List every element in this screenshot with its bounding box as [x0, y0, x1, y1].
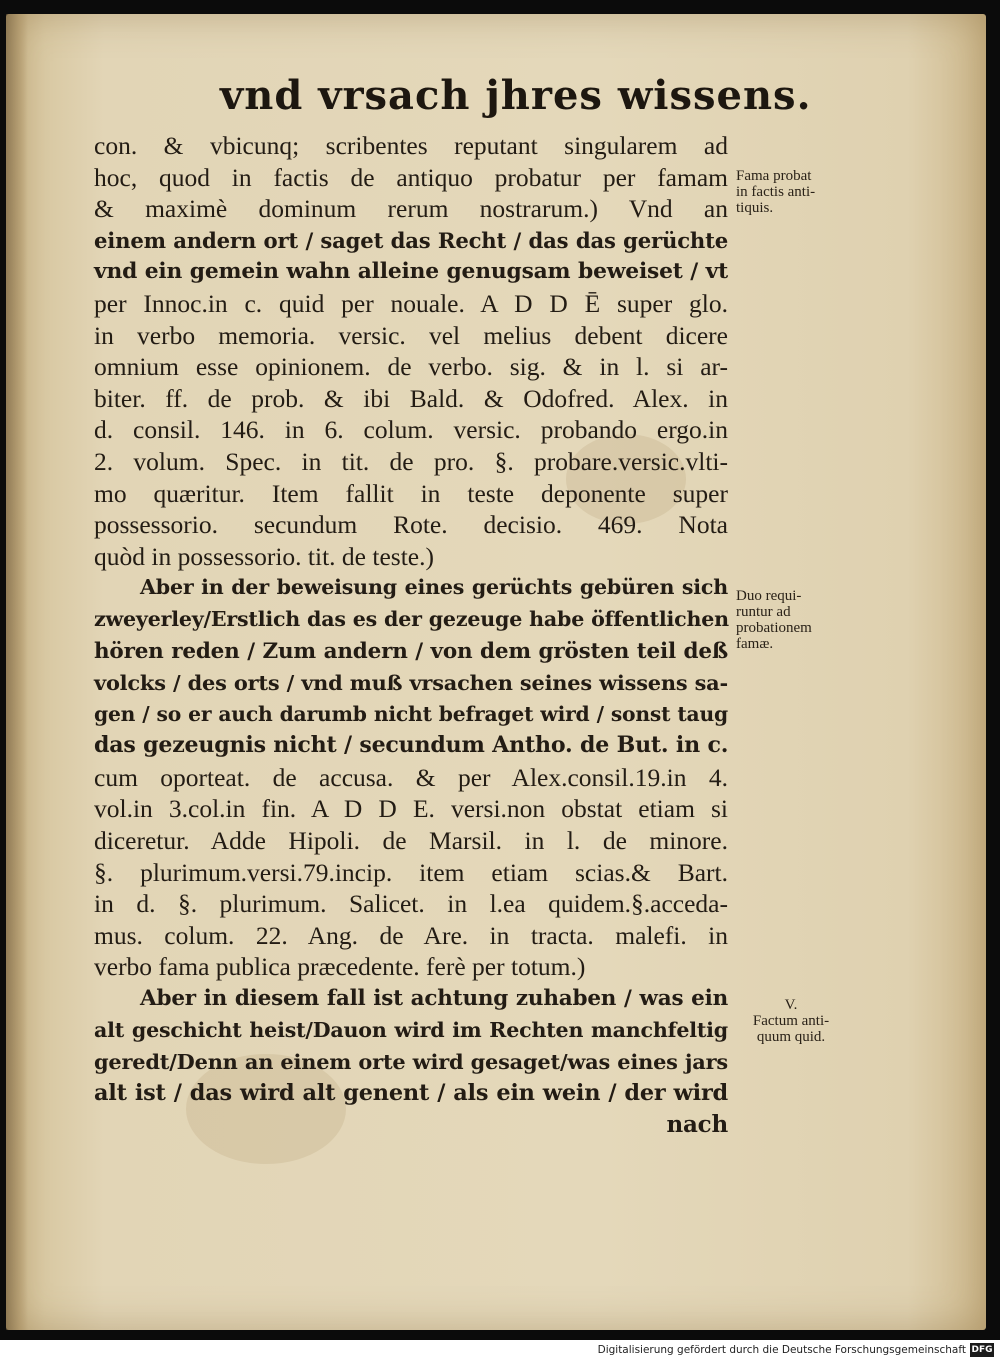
text-line: alt geschicht heist/Dauon wird im Rechten manchfeltig [94, 1017, 728, 1042]
margin-note-factum-antiquum [736, 997, 846, 1045]
text-line: mo quæritur. Item fallit in teste deponente super [94, 478, 728, 508]
text-line: d. consil. 146. in 6. colum. versic. probando ergo.in [94, 415, 728, 445]
margin-note-line: Factum anti- [752, 1013, 830, 1029]
margin-note-line: famæ. [736, 636, 774, 652]
funding-credit: Digitalisierung gefördert durch die Deutsche Forschungsgemeinschaft [597, 1344, 966, 1356]
text-line: con. & vbicunq; scribentes reputant singularem ad [94, 131, 728, 160]
text-line: & maximè dominum rerum nostrarum.) Vnd an [94, 194, 728, 224]
dfg-logo: DFG [971, 1345, 993, 1355]
margin-note-line: runtur ad [736, 604, 791, 620]
text-line: cum oporteat. de accusa. & per Alex.consil.19.in 4. [94, 762, 728, 792]
digitization-footer [0, 1340, 1000, 1361]
margin-note-line: quum quid. [756, 1029, 826, 1045]
text-line: diceretur. Adde Hipoli. de Marsil. in l. de minore. [94, 826, 728, 856]
text-line: §. plurimum.versi.79.incip. item etiam scias.& Bart. [94, 857, 728, 887]
text-line: in verbo memoria. versic. vel melius debent dicere [94, 320, 728, 350]
text-line: possessorio. secundum Rote. decisio. 469. Nota [94, 510, 728, 540]
text-line: vnd ein gemein wahn alleine genugsam beweiset / vt [94, 259, 728, 285]
text-line: Aber in diesem fall ist achtung zuhaben / was ein [140, 986, 728, 1012]
text-line: zweyerley/Erstlich das es der gezeuge habe öffentlichen [94, 606, 729, 631]
text-line: das gezeugnis nicht / secundum Antho. de But. in c. [94, 732, 729, 759]
text-line: per Innoc.in c. quid per nouale. A D D Ē super glo. [94, 288, 728, 318]
text-line: einem andern ort / saget das Recht / das das gerüchte [94, 227, 728, 253]
text-line: hören reden / Zum andern / von dem grösten teil deß [94, 638, 728, 664]
text-line: hoc, quod in factis de antiquo probatur per famam [94, 162, 728, 192]
text-line: 2. volum. Spec. in tit. de pro. §. probare.versic.vlti- [94, 446, 728, 476]
text-line: omnium esse opinionem. de verbo. sig. & in l. si ar- [94, 352, 728, 382]
page-gutter [6, 14, 28, 1330]
text-line: gen / so er auch darumb nicht befraget wird / sonst taug [94, 701, 728, 726]
text-line: alt ist / das wird alt genent / als ein wein / der wird [94, 1079, 728, 1106]
margin-note-duo-requiruntur [736, 588, 881, 652]
text-line: volcks / des orts / vnd muß vrsachen seines wissens sa- [94, 670, 728, 696]
margin-note-line: V. [784, 997, 798, 1013]
margin-note-fama-probat [736, 168, 881, 216]
text-line: quòd in possessorio. tit. de teste.) [94, 541, 434, 571]
text-line: Aber in der beweisung eines gerüchts gebüren sich [140, 575, 728, 600]
margin-note-line: tiquis. [736, 200, 774, 216]
text-line: mus. colum. 22. Ang. de Are. in tracta. malefi. in [94, 920, 728, 950]
text-line: geredt/Denn an einem orte wird gesaget/was eines jars [94, 1049, 728, 1075]
text-line: in d. §. plurimum. Salicet. in l.ea quidem.§.acceda- [94, 889, 728, 919]
margin-note-line: Fama probat [736, 168, 812, 184]
text-line: biter. ff. de prob. & ibi Bald. & Odofred. Alex. in [94, 383, 728, 413]
text-line: vol.in 3.col.in fin. A D D E. versi.non obstat etiam si [94, 794, 728, 824]
margin-note-line: probationem [736, 620, 812, 636]
margin-note-line: in factis anti- [736, 184, 816, 200]
text-line: nach [666, 1111, 728, 1139]
body-text [94, 130, 728, 1141]
margin-note-line: Duo requi- [736, 588, 802, 604]
text-line: verbo fama publica præcedente. ferè per totum.) [94, 952, 586, 982]
running-header: vnd vrsach jhres wissens. [220, 72, 812, 119]
